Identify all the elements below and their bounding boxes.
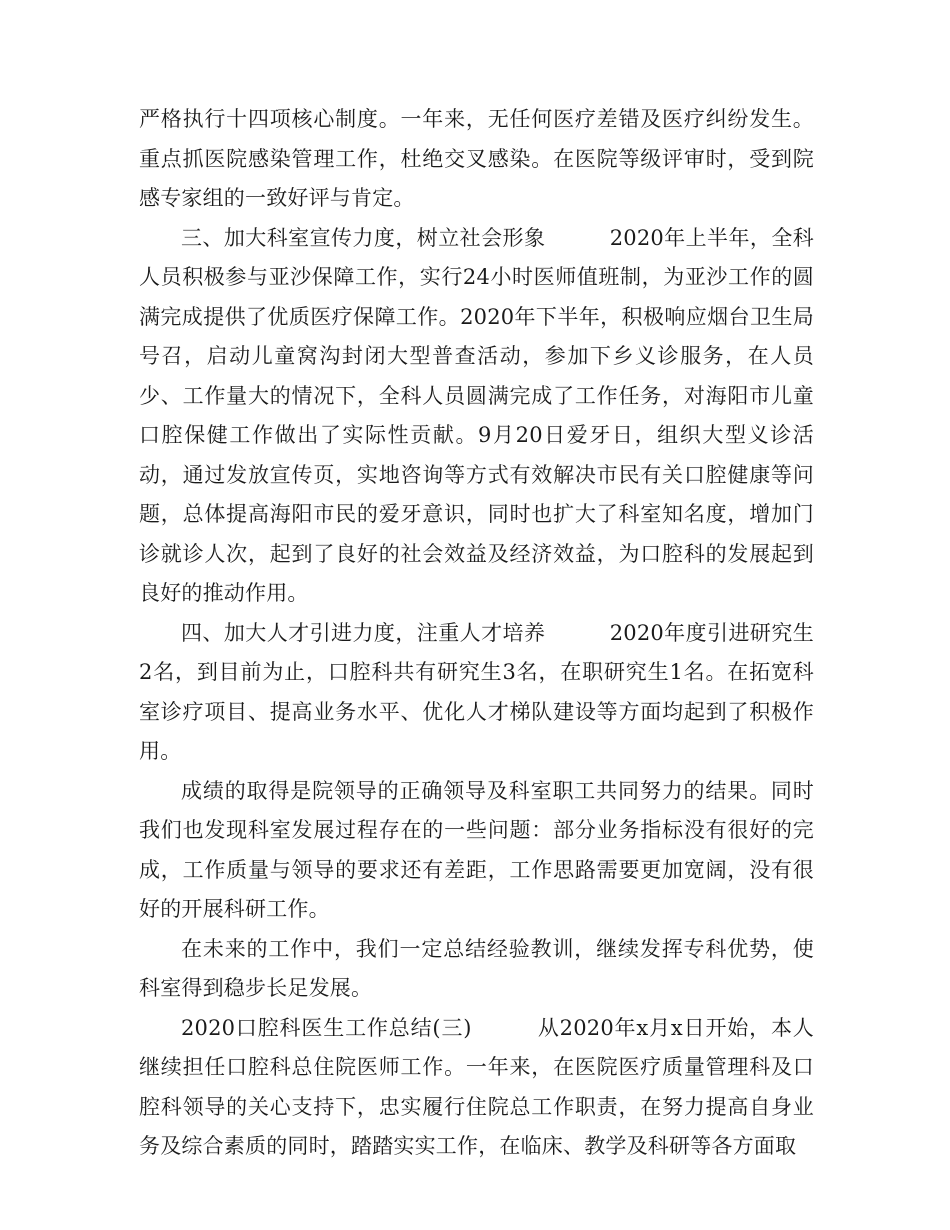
document-page bbox=[139, 100, 814, 1167]
paragraph-achievements: 成绩的取得是院领导的正确领导及科室职工共同努力的结果。同时我们也发现科室发展过程存在的一些问题：部分业务指标没有很好的完成，工作质量与领导的要求还有差距，工作思路需要更加宽阔，没有很好的开展科研工作。 bbox=[139, 778, 814, 921]
paragraph-future: 在未来的工作中，我们一定总结经验教训，继续发挥专科优势，使科室得到稳步长足发展。 bbox=[139, 936, 814, 1000]
paragraph-publicity: 三、加大科室宣传力度，树立社会形象 2020年上半年，全科人员积极参与亚沙保障工作，实行24小时医师值班制，为亚沙工作的圆满完成提供了优质医疗保障工作。2020年下半年，积极响应烟台卫生局号召，启动儿童窝沟封闭大型普查活动，参加下乡义诊服务，在人员少、工作量大的情况下，全科人员圆满完成了工作任务，对海阳市儿童口腔保健工作做出了实际性贡献。9月20日爱牙日，组织大型义诊活动，通过发放宣传页，实地咨询等方式有效解决市民有关口腔健康等问题，总体提高海阳市民的爱牙意识，同时也扩大了科室知名度，增加门诊就诊人次，起到了良好的社会效益及经济效益，为口腔科的发展起到良好的推动作用。 bbox=[139, 225, 814, 605]
paragraph-talent: 四、加大人才引进力度，注重人才培养 2020年度引进研究生2名，到目前为止，口腔科共有研究生3名，在职研究生1名。在拓宽科室诊疗项目、提高业务水平、优化人才梯队建设等方面均起到了积极作用。 bbox=[139, 620, 814, 763]
paragraph-core-systems: 严格执行十四项核心制度。一年来，无任何医疗差错及医疗纠纷发生。重点抓医院感染管理工作，杜绝交叉感染。在医院等级评审时，受到院感专家组的一致好评与肯定。 bbox=[139, 107, 814, 210]
paragraph-summary-three: 2020口腔科医生工作总结(三) 从2020年x月x日开始，本人继续担任口腔科总住院医师工作。一年来，在医院医疗质量管理科及口腔科领导的关心支持下，忠实履行住院总工作职责，在努力提高自身业务及综合素质的同时，踏踏实实工作，在临床、教学及科研等各方面取 bbox=[139, 1015, 814, 1158]
